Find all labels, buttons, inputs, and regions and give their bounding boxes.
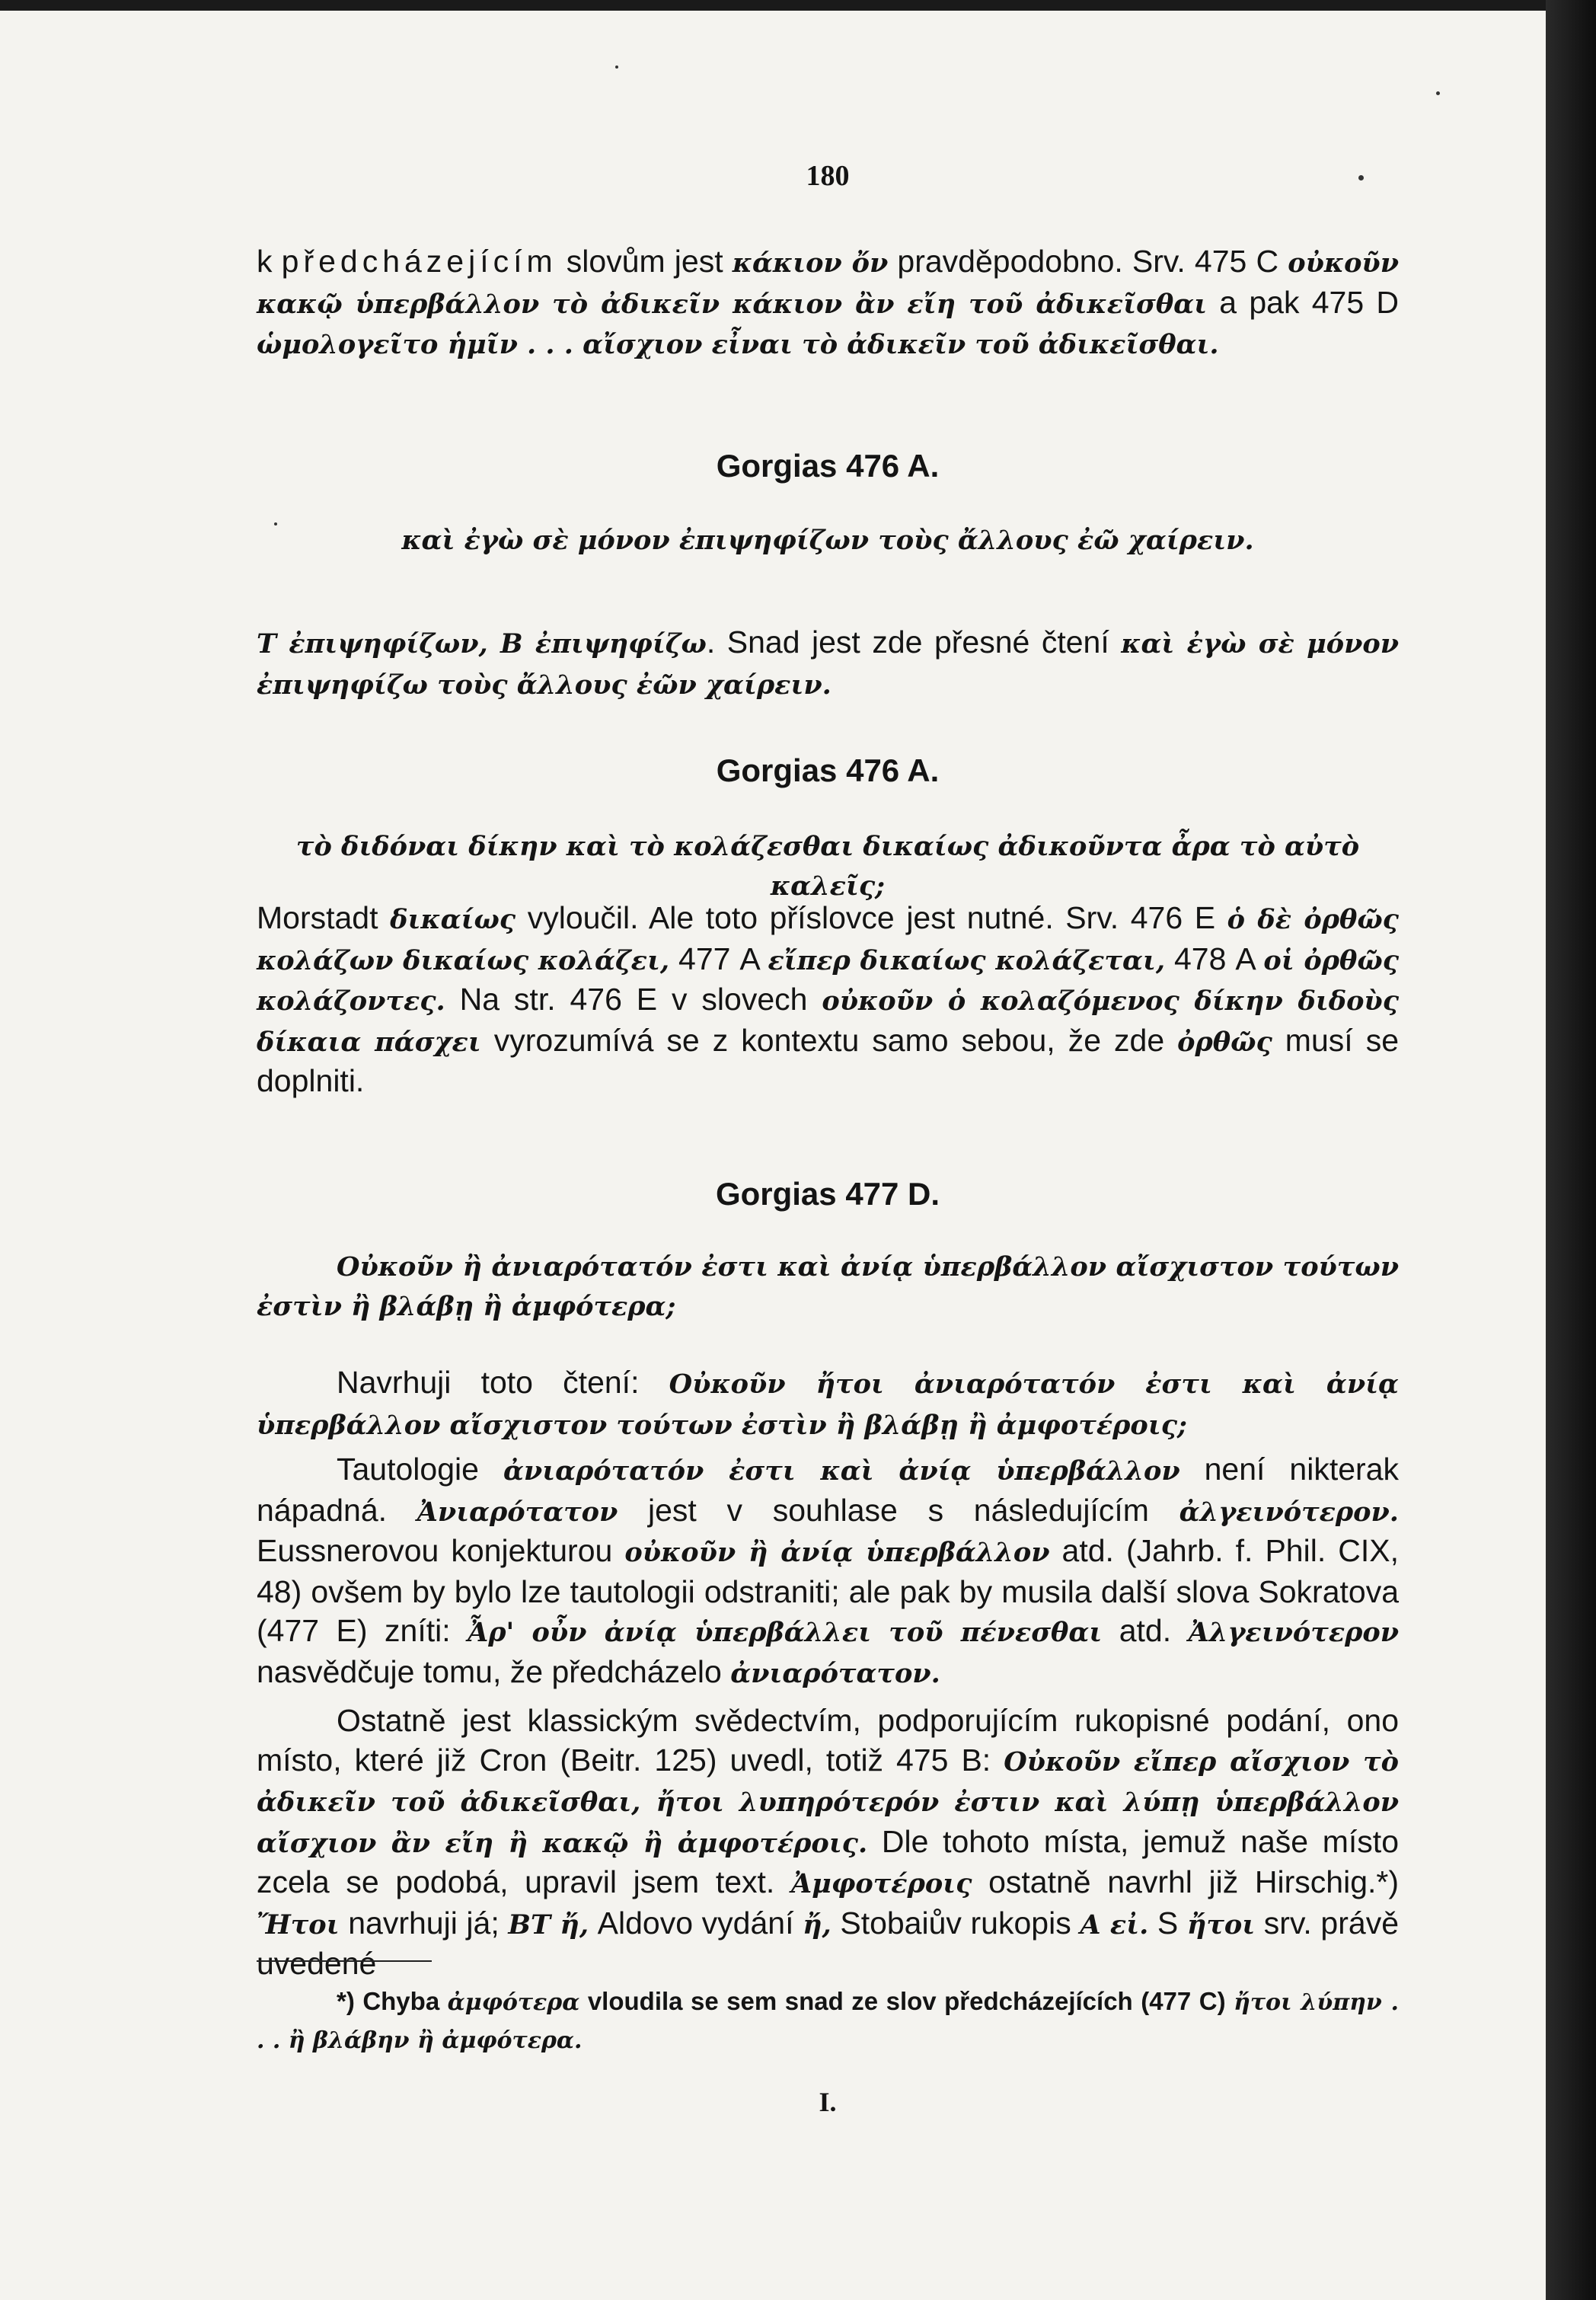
greek-text: οἱ ὀρθῶς κολάζοντες. (257, 944, 1400, 1017)
text: Ostatně jest klassickým svědectvím, podporujícím rukopisné podání, ono místo, které již Cron (Beitr. 125) uvedl, totiž 475 B: (257, 1703, 1399, 1778)
ink-speck (1436, 91, 1440, 95)
text: 477 A (669, 941, 768, 976)
greek-text: οὐκοῦν ὁ κολαζόμενος δίκην διδοὺς δίκαια πάσχει (257, 985, 1400, 1058)
greek-text: ὁ δὲ ὀρθῶς κολάζων δικαίως κολάζει, (257, 904, 1399, 976)
greek-text: ἀνιαρότατόν ἐστι καὶ ἀνίᾳ ὑπερβάλλον (503, 1455, 1180, 1487)
greek-text: Οὐκοῦν εἴπερ αἴσχιον τὸ ἀδικεῖν τοῦ ἀδικεῖσθαι, ἤτοι λυπηρότερόν ἐστιν καὶ λύπῃ ὑπερβάλλον αἴσχιον ἂν εἴη ἢ κακῷ ἢ ἀμφοτέροις. (257, 1746, 1400, 1859)
text: navrhuji já; (339, 1905, 509, 1941)
greek-quote: τὸ διδόναι δίκην καὶ τὸ κολάζεσθαι δικαίως ἀδικοῦντα ἆρα τὸ αὐτὸ καλεῖς; (295, 831, 1360, 902)
greek-text: καὶ ἐγὼ σὲ μόνον ἐπιψηφίζω τοὺς ἄλλους ἐῶν χαίρειν. (257, 628, 1399, 701)
greek-text: ἤτοι λύπην . . . ἢ βλάβην ἢ ἀμφότερα. (257, 1989, 1399, 2054)
text: ostatně navrhl již Hirschig.*) (972, 1864, 1400, 1899)
text: Aldovo vydání (589, 1905, 803, 1941)
greek-text: ἀνιαρότατον. (730, 1657, 940, 1689)
text: a pak 475 D (1207, 284, 1399, 320)
book-page (0, 11, 1546, 2300)
text: *) Chyba (337, 1987, 448, 2015)
text: Na str. 476 E v slovech (445, 982, 822, 1017)
text: vyrozumívá se z kontextu samo sebou, že zde (480, 1022, 1178, 1058)
text: atd. (1102, 1613, 1189, 1648)
text: vyloučil. Ale toto příslovce jest nutné. Srv. 476 E (516, 900, 1227, 935)
greek-text: A εἰ. (1080, 1909, 1149, 1941)
text: Dle tohoto místa, jemuž naše místo zcela se podobá, upravil jsem text. (257, 1823, 1399, 1899)
greek-text: ἀμφότερα (447, 1989, 580, 2016)
greek-text: οὐκοῦν ἢ ἀνίᾳ ὑπερβάλλον (624, 1537, 1050, 1568)
text: atd. (Jahrb. f. Phil. CIX, 48) ovšem by bylo lze tautologii odstraniti; ale pak by musila další slova Sokratova (477 E) zníti: (257, 1533, 1399, 1648)
greek-text: εἴπερ δικαίως κολάζεται, (768, 944, 1166, 976)
greek-text: Ἤτοι (257, 1909, 340, 1941)
signature-mark: I. (819, 2087, 837, 2117)
greek-text: Ἆρ' οὖν ἀνίᾳ ὑπερβάλλει τοῦ πένεσθαι (468, 1617, 1103, 1648)
scan-edge (1546, 0, 1596, 2300)
text: není nikterak nápadná. (257, 1452, 1399, 1528)
greek-text: κάκιον ὄν (732, 248, 889, 279)
text: Stobaiův rukopis (831, 1905, 1080, 1941)
footnote-divider (257, 1960, 432, 1962)
page-number: 180 (806, 160, 850, 192)
greek-text: δικαίως (390, 904, 516, 935)
text: vloudila se sem snad ze slov předcházejících (477 C) (579, 1987, 1234, 2015)
section-heading: Gorgias 476 A. (716, 752, 940, 788)
paragraph-1 (257, 242, 1399, 365)
greek-text: ὡμολογεῖτο ἡμῖν . . . αἴσχιον εἶναι τὸ ἀδικεῖν τοῦ ἀδικεῖσθαι. (257, 329, 1219, 360)
greek-text: ἤ, (803, 1909, 832, 1941)
text: 478 A (1165, 941, 1264, 976)
text: srv. právě uvedené (257, 1905, 1399, 1981)
footnote (257, 1983, 1399, 2059)
section-heading: Gorgias 476 A. (716, 448, 940, 484)
text: slovům jest (557, 244, 733, 279)
greek-text: Ἀμφοτέροις (790, 1868, 972, 1899)
text: S (1148, 1905, 1187, 1941)
greek-text: Ἀνιαρότατον (417, 1496, 618, 1528)
greek-text: ἤτοι (1186, 1909, 1256, 1941)
paragraph-5 (257, 1450, 1399, 1693)
text: Morstadt (257, 900, 391, 935)
paragraph-2 (257, 623, 1399, 704)
text: k (257, 244, 282, 279)
greek-text: ὀρθῶς (1177, 1026, 1272, 1058)
paragraph-4 (257, 1363, 1399, 1445)
text: Eussnerovou konjekturou (257, 1533, 625, 1568)
text: pravděpodobno. Srv. 475 C (888, 244, 1288, 279)
text: Navrhuji toto čtení: (337, 1365, 669, 1400)
greek-quote: καὶ ἐγὼ σὲ μόνον ἐπιψηφίζων τοὺς ἄλλους ἐῶ χαίρειν. (401, 525, 1254, 556)
spaced-word: předcházejícím (281, 244, 557, 279)
text: nasvědčuje tomu, že předcházelo (257, 1653, 731, 1689)
paragraph-3 (257, 899, 1399, 1101)
greek-text: BT ἤ, (508, 1909, 589, 1941)
greek-text: T ἐπιψηφίζων, B ἐπιψηφίζω (257, 628, 707, 660)
greek-text: Ἀλγεινότερον (1188, 1617, 1400, 1648)
section-heading: Gorgias 477 D. (715, 1176, 940, 1212)
text: musí se doplniti. (257, 1022, 1399, 1098)
text: jest v souhlase s následujícím (618, 1492, 1179, 1528)
greek-text: Οὐκοῦν ἤτοι ἀνιαρότατόν ἐστι καὶ ἀνίᾳ ὑπερβάλλον αἴσχιστον τούτων ἐστὶν ἢ βλάβῃ ἢ ἀμφοτέροις; (257, 1369, 1399, 1441)
text: Tautologie (337, 1452, 503, 1487)
paragraph-6 (257, 1701, 1399, 1984)
text: . Snad jest zde přesné čtení (706, 625, 1122, 660)
greek-text: οὐκοῦν κακῷ ὑπερβάλλον τὸ ἀδικεῖν κάκιον ἂν εἴη τοῦ ἀδικεῖσθαι (257, 248, 1399, 320)
greek-text: ἀλγεινότερον. (1179, 1496, 1399, 1528)
greek-quote: Οὐκοῦν ἢ ἀνιαρότατόν ἐστι καὶ ἀνίᾳ ὑπερβάλλον αἴσχιστον τούτων ἐστὶν ἢ βλάβῃ ἢ ἀμφότερα; (257, 1251, 1399, 1322)
ink-speck (615, 65, 618, 69)
